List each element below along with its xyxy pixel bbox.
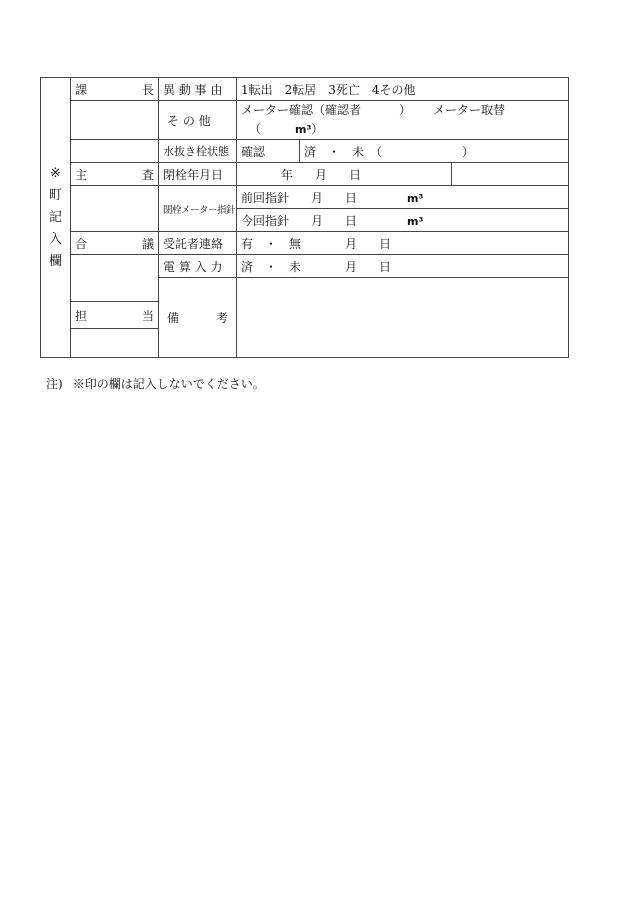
other-label: そ の 他	[159, 101, 237, 140]
closing-date-label: 閉栓年月日	[159, 163, 237, 186]
kacho-stamp-box-lower[interactable]	[71, 140, 159, 163]
computer-field[interactable]: 済 ・ 未 月 日	[237, 255, 569, 278]
curr-reading-field[interactable]: 今回指針 月 日 m³	[237, 209, 569, 232]
closing-date-field[interactable]: 年 月 日	[237, 163, 452, 186]
meter-reading-label: 閉栓メーター指針	[159, 186, 237, 232]
official-use-table	[40, 77, 569, 358]
shusa-stamp-box[interactable]	[71, 186, 159, 232]
gogi-label: 合 議	[71, 232, 159, 255]
kacho-stamp-box[interactable]	[71, 101, 159, 140]
footnote	[46, 375, 275, 392]
footnote-label: 注)	[46, 377, 63, 391]
tanto-label: 担 当	[71, 302, 159, 329]
reason-label: 異 動 事 由	[159, 78, 237, 101]
footnote-text: ※印の欄は記入しないでください。	[72, 377, 265, 391]
kacho-label: 課 長	[71, 78, 159, 101]
water-confirm: 確認	[237, 140, 300, 163]
tanto-stamp-box[interactable]	[71, 329, 159, 358]
official-use-side-label: ※ 町 記 入 欄	[41, 78, 71, 358]
prev-reading-field[interactable]: 前回指針 月 日 m³	[237, 186, 569, 209]
shusa-label: 主 査	[71, 163, 159, 186]
contact-label: 受託者連絡	[159, 232, 237, 255]
computer-label: 電 算 入 力	[159, 255, 237, 278]
water-status[interactable]: 済 ・ 未 （ ）	[300, 140, 569, 163]
water-label: 水抜き栓状態	[159, 140, 237, 163]
gogi-stamp-box[interactable]	[71, 255, 159, 302]
closing-date-extra[interactable]	[452, 163, 569, 186]
other-field[interactable]: メーター確認（確認者 ） メーター取替 （ m³）	[237, 101, 569, 140]
reason-options: 1転出 2転居 3死亡 4その他	[237, 78, 569, 101]
contact-field[interactable]: 有 ・ 無 月 日	[237, 232, 569, 255]
remarks-label: 備 考	[159, 278, 237, 358]
remarks-field[interactable]	[237, 278, 569, 358]
